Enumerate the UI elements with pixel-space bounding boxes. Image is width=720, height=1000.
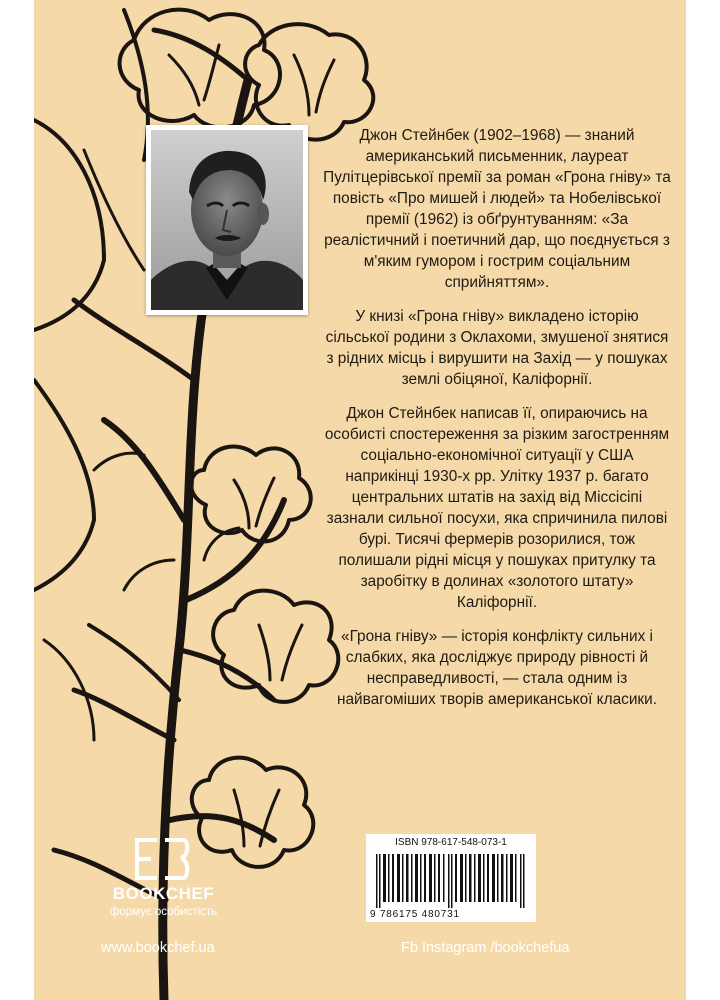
publisher-website[interactable]: www.bookchef.ua xyxy=(101,940,215,956)
book-back-cover xyxy=(34,0,686,1000)
description-paragraph-2: Джон Стейнбек написав її, опираючись на особисті спостереження за різким загостренням соціально-економічної ситуації у США наприкінці 1930-х рр. Улітку 1937 р. багато центральних штатів на захід від Міссісіпі зазнали сильної посухи, яка спричинила пилові бурі. Тисячі фермерів розорилися, тож полишали рідні місця у пошуках притулку та заробітку в долинах «золотого штату» Каліфорнії. xyxy=(324,405,670,611)
bookchef-logo xyxy=(96,836,231,926)
barcode-icon xyxy=(374,854,528,908)
publisher-social[interactable]: Fb Instagram /bookchefua xyxy=(401,940,570,956)
author-photo xyxy=(146,125,308,315)
barcode-digits: 9 786175 480731 xyxy=(370,909,460,920)
description-text-block xyxy=(322,125,672,723)
description-paragraph-1: У книзі «Грона гніву» викладено історію сільської родини з Оклахоми, змушеної знятися з рідних місць і вирушити на Захід — у пошуках землі обіцяної, Каліфорнії. xyxy=(325,308,669,388)
description-paragraph-3: «Грона гніву» — історія конфлікту сильних і слабких, яка досліджує природу рівності й несправедливості, — стала одним із найвагоміших творів американської класики. xyxy=(336,628,658,708)
isbn-barcode-box xyxy=(366,834,536,922)
publisher-tagline: формує особистість xyxy=(109,906,218,918)
isbn-label: ISBN 978-617-548-073-1 xyxy=(395,837,507,848)
author-portrait-icon xyxy=(151,130,303,310)
bookchef-logo-icon xyxy=(131,836,191,882)
publisher-name: BOOKCHEF xyxy=(112,884,215,903)
author-bio: Джон Стейнбек (1902–1968) — знаний американський письменник, лауреат Пулітцерівської премії за роман «Грона гніву» та повість «Про мишей і людей» та Нобелівської премії (1962) із обґрунтуванням: «За реалістичний і поетичний дар, що поєднується з м'яким гумором і гострим соціальним сприйняттям». xyxy=(323,127,671,291)
